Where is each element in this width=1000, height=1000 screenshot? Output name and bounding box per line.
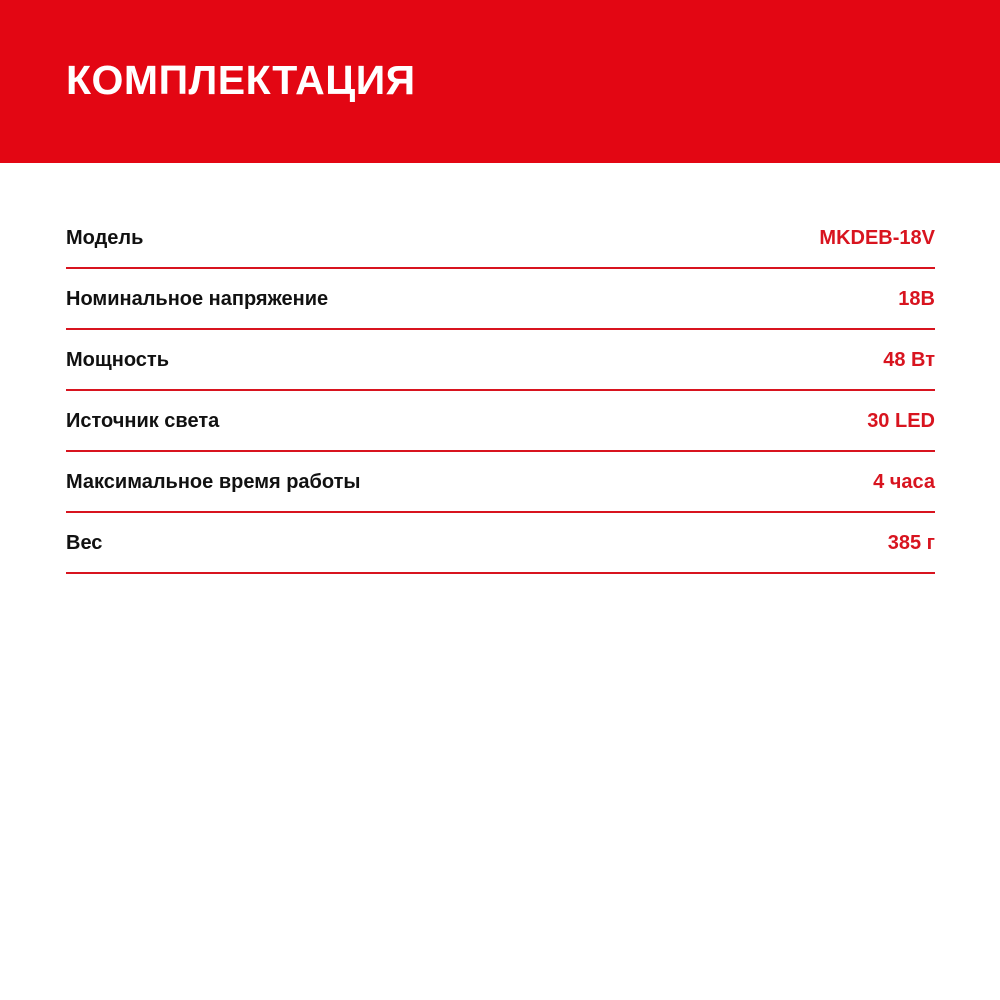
spec-label: Номинальное напряжение (66, 288, 329, 310)
spec-value: 18В (898, 288, 935, 310)
spec-label: Вес (66, 532, 103, 554)
spec-value: 30 LED (867, 410, 935, 432)
page-title: КОМПЛЕКТАЦИЯ (66, 57, 416, 103)
spec-label: Модель (66, 227, 144, 249)
spec-value: 48 Вт (883, 349, 935, 371)
spec-row-light-source (66, 391, 935, 452)
spec-table (66, 208, 935, 574)
spec-value: 385 г (887, 532, 935, 554)
spec-row-weight (66, 513, 935, 574)
spec-value: MKDEB-18V (819, 227, 935, 249)
spec-row-model (66, 208, 935, 269)
spec-row-power (66, 330, 935, 391)
spec-label: Мощность (66, 349, 169, 371)
spec-label: Источник света (66, 410, 220, 432)
spec-value: 4 часа (873, 471, 935, 493)
spec-row-voltage (66, 269, 935, 330)
spec-label: Максимальное время работы (66, 471, 361, 493)
spec-row-runtime (66, 452, 935, 513)
header-banner (0, 0, 1000, 163)
